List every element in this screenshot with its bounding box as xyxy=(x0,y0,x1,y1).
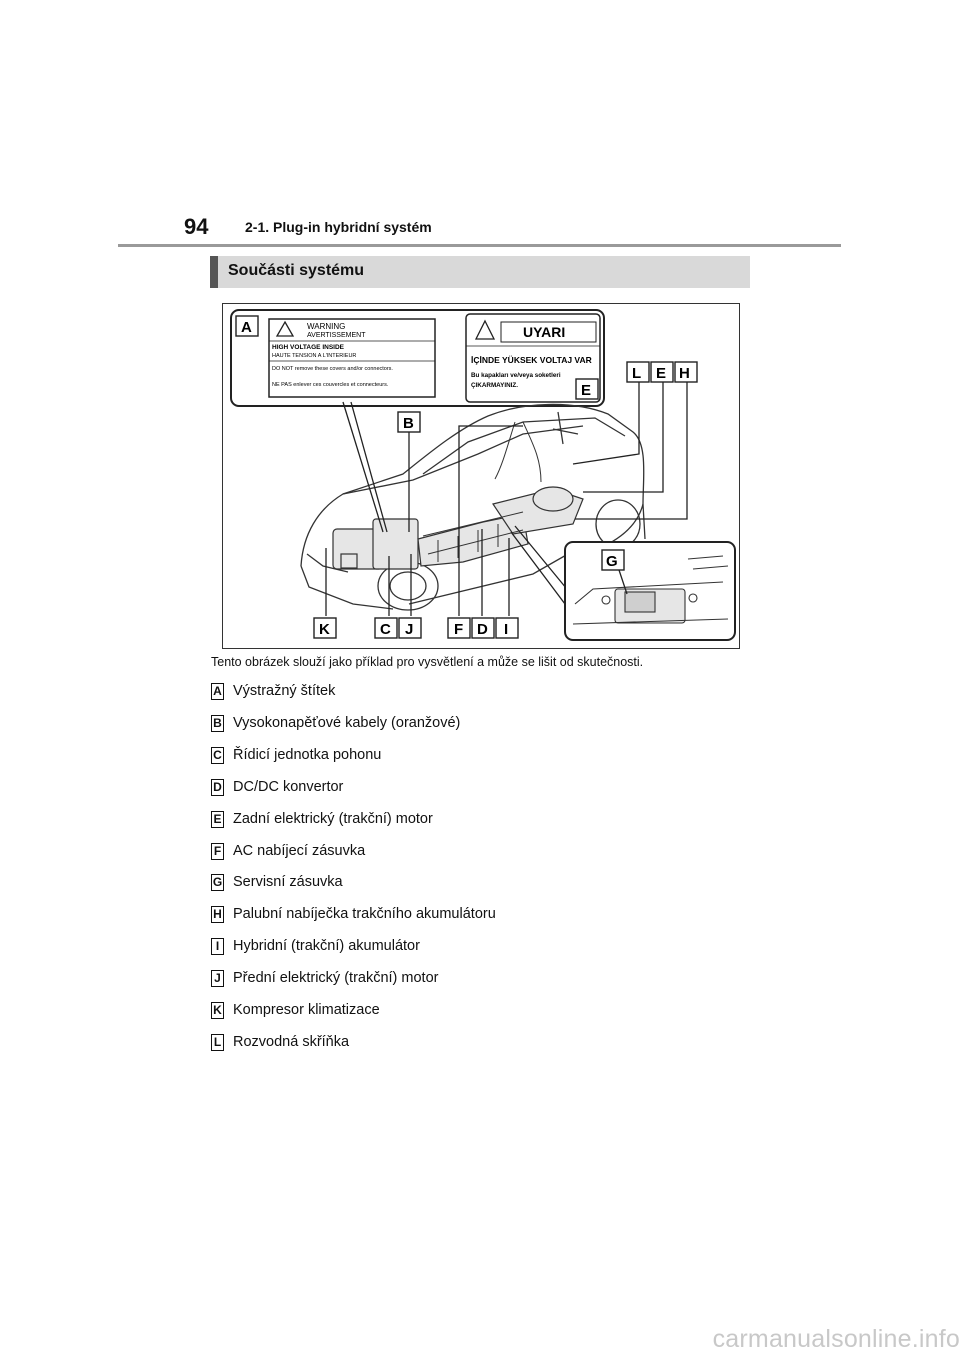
label-i: I xyxy=(504,621,509,638)
label-j: J xyxy=(405,621,414,638)
item-label-badge: K xyxy=(211,1002,224,1019)
uyari-title: UYARI xyxy=(523,324,566,340)
system-components-figure xyxy=(222,303,740,649)
item-text: Výstražný štítek xyxy=(233,683,336,699)
item-text: Hybridní (trakční) akumulátor xyxy=(233,938,420,954)
item-text: Rozvodná skříňka xyxy=(233,1034,350,1050)
item-text: AC nabíjecí zásuvka xyxy=(233,843,366,859)
item-text: Přední elektrický (trakční) motor xyxy=(233,970,439,986)
label-h: H xyxy=(679,365,690,382)
label-e-inset: E xyxy=(581,382,592,399)
uyari-line2: Bu kapakları ve/veya soketleri xyxy=(471,372,561,379)
item-label-badge: E xyxy=(211,811,224,828)
item-text: Palubní nabíječka trakčního akumulátoru xyxy=(233,906,496,922)
section-title: Součásti systému xyxy=(228,262,365,279)
uyari-line3: ÇIKARMAYINIZ. xyxy=(471,382,518,389)
watermark: carmanualsonline.info xyxy=(712,1325,960,1353)
warning-line5: DO NOT remove these covers and/or connectors. xyxy=(272,366,393,372)
item-text: Zadní elektrický (trakční) motor xyxy=(233,811,433,827)
warning-line4: HAUTE TENSION A L'INTERIEUR xyxy=(272,353,357,359)
section-header xyxy=(210,256,750,288)
label-c: C xyxy=(380,621,391,638)
label-l: L xyxy=(632,365,642,382)
page-number: 94 xyxy=(184,214,209,239)
item-label-badge: B xyxy=(211,715,224,732)
item-label-badge: D xyxy=(211,779,224,796)
warning-line2: AVERTISSEMENT xyxy=(307,332,366,339)
item-label-badge: J xyxy=(211,970,224,987)
item-label-badge: L xyxy=(211,1034,224,1051)
uyari-line1: İÇİNDE YÜKSEK VOLTAJ VAR xyxy=(471,355,592,365)
item-label-badge: C xyxy=(211,747,224,764)
label-f: F xyxy=(454,621,464,638)
item-label-badge: A xyxy=(211,683,224,700)
label-g: G xyxy=(606,553,618,570)
item-text: Řídicí jednotka pohonu xyxy=(233,747,382,763)
vehicle-diagram xyxy=(223,304,739,648)
label-d: D xyxy=(477,621,488,638)
label-e: E xyxy=(656,365,667,382)
header-divider xyxy=(118,244,841,247)
warning-line3: HIGH VOLTAGE INSIDE xyxy=(272,344,344,351)
item-text: Servisní zásuvka xyxy=(233,874,343,890)
item-label-badge: I xyxy=(211,938,224,955)
item-text: Vysokonapěťové kabely (oranžové) xyxy=(233,715,461,731)
label-b: B xyxy=(403,415,414,432)
figure-caption: Tento obrázek slouží jako příklad pro vysvětlení a může se lišit od skutečnosti. xyxy=(211,655,644,669)
chapter-title: 2-1. Plug-in hybridní systém xyxy=(245,219,432,235)
warning-line1: WARNING xyxy=(307,322,346,331)
item-label-badge: G xyxy=(212,875,223,889)
label-k: K xyxy=(319,621,330,638)
label-a: A xyxy=(241,319,252,336)
warning-line6: NE PAS enlever ces couvercles et connecteurs. xyxy=(272,382,389,388)
item-text: DC/DC konvertor xyxy=(233,779,344,795)
item-label-badge: F xyxy=(211,843,224,860)
item-label-badge: H xyxy=(211,906,224,923)
item-text: Kompresor klimatizace xyxy=(233,1002,380,1018)
